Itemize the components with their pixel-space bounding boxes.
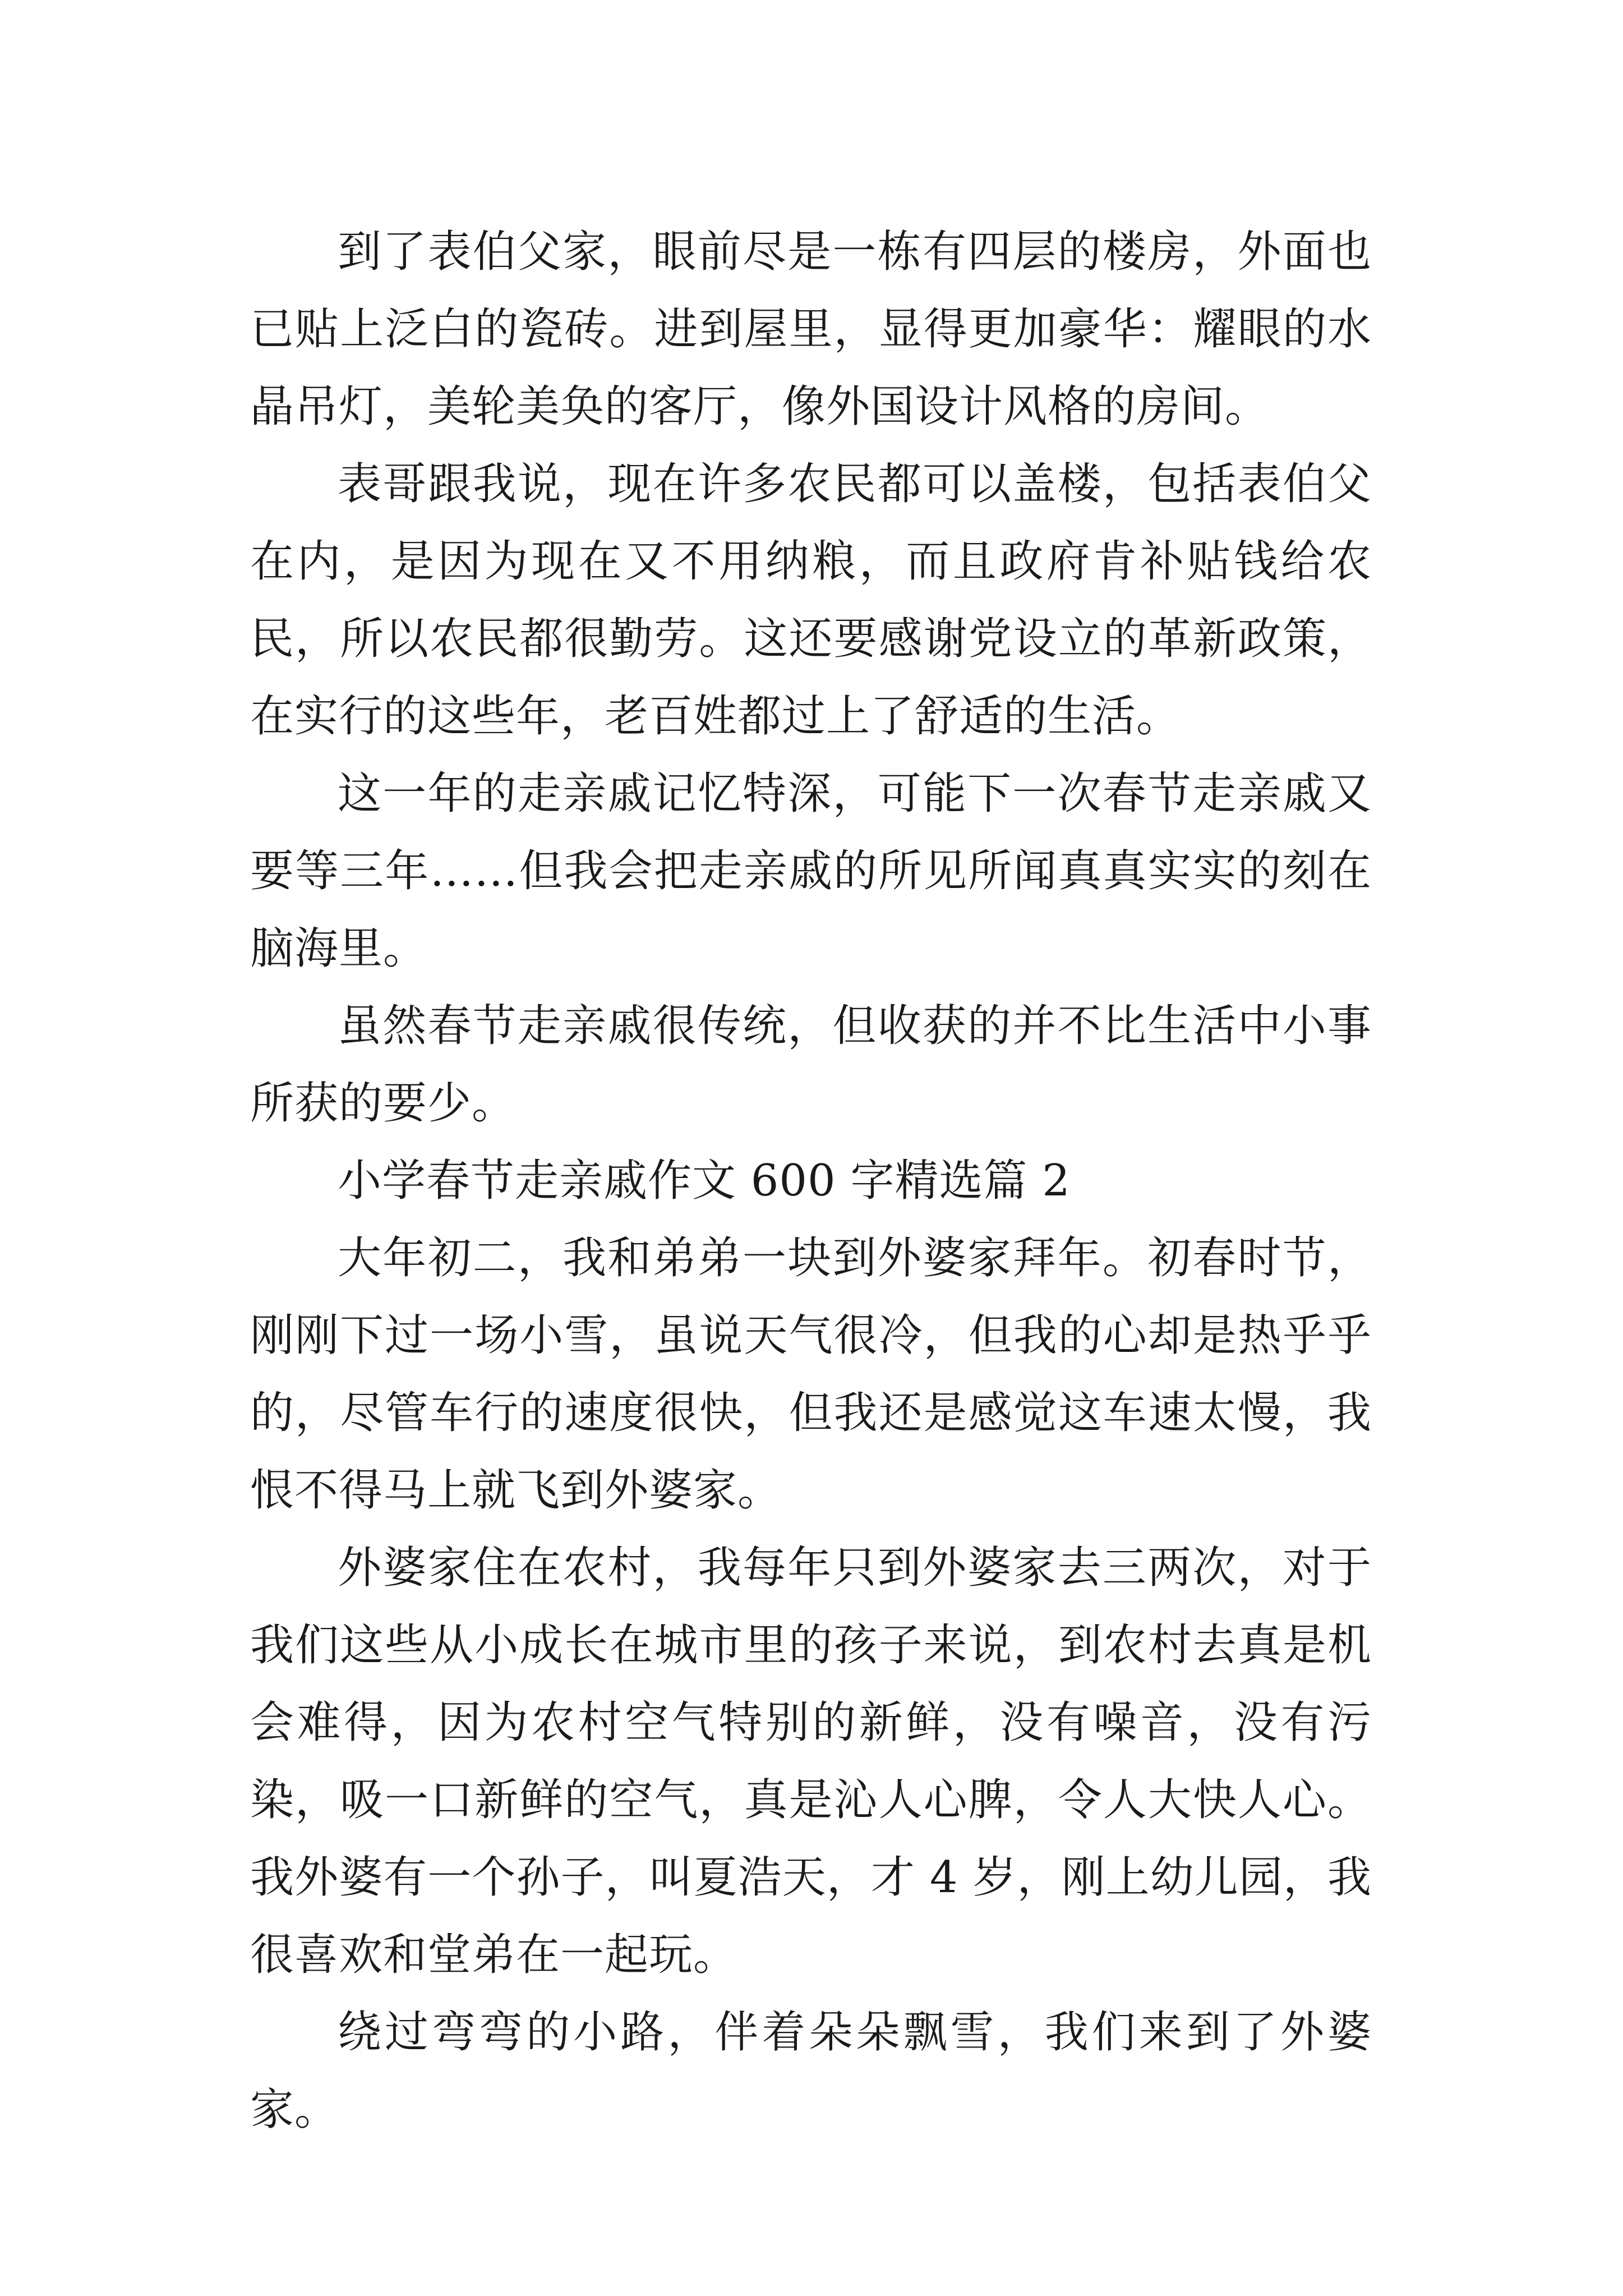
- paragraph: 大年初二，我和弟弟一块到外婆家拜年。初春时节，刚刚下过一场小雪，虽说天气很冷，但我的心却是热乎乎的，尽管车行的速度很快，但我还是感觉这车速太慢，我恨不得马上就飞到外婆家。: [250, 1233, 1372, 1516]
- paragraph: 虽然春节走亲戚很传统，但收获的并不比生活中小事所获的要少。: [250, 1001, 1372, 1129]
- paragraph: 到了表伯父家，眼前尽是一栋有四层的楼房，外面也已贴上泛白的瓷砖。进到屋里，显得更加豪华：耀眼的水晶吊灯，美轮美奂的客厅，像外国设计风格的房间。: [250, 227, 1372, 432]
- paragraph: 绕过弯弯的小路，伴着朵朵飘雪，我们来到了外婆家。: [250, 2007, 1372, 2135]
- paragraph: 外婆家住在农村，我每年只到外婆家去三两次，对于我们这些从小成长在城市里的孩子来说，到农村去真是机会难得，因为农村空气特别的新鲜，没有噪音，没有污染，吸一口新鲜的空气，真是沁人心脾，令人大快人心。我外婆有一个孙子，叫夏浩天，才 4 岁，刚上幼儿园，我很喜欢和堂弟在一起玩。: [250, 1543, 1372, 1980]
- document-body: [250, 213, 1372, 2148]
- section-heading: 小学春节走亲戚作文 600 字精选篇 2: [338, 1156, 1071, 1206]
- paragraph: 这一年的走亲戚记忆特深，可能下一次春节走亲戚又要等三年……但我会把走亲戚的所见所闻真真实实的刻在脑海里。: [250, 769, 1372, 974]
- paragraph: 表哥跟我说，现在许多农民都可以盖楼，包括表伯父在内，是因为现在又不用纳粮，而且政府肯补贴钱给农民，所以农民都很勤劳。这还要感谢党设立的革新政策，在实行的这些年，老百姓都过上了舒适的生活。: [250, 459, 1372, 742]
